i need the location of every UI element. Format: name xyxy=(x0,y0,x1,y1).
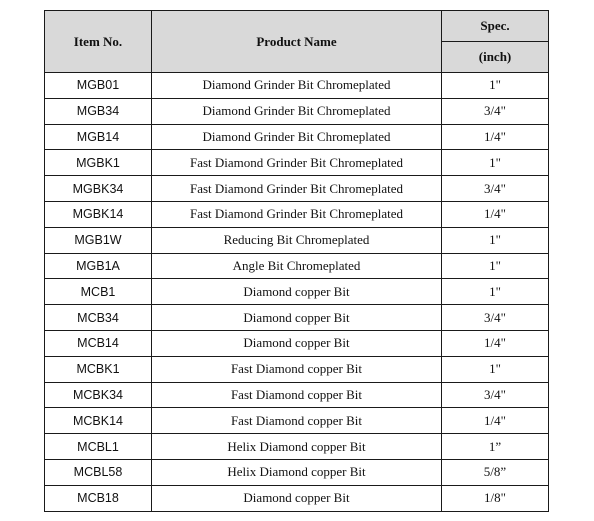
item-no-cell: MGBK14 xyxy=(45,201,152,227)
item-no-cell: MGBK34 xyxy=(45,176,152,202)
spec-cell: 3/4" xyxy=(442,305,549,331)
item-no-cell: MGB1A xyxy=(45,253,152,279)
item-no-cell: MCBK1 xyxy=(45,356,152,382)
item-no-cell: MGB1W xyxy=(45,227,152,253)
item-no-cell: MGB34 xyxy=(45,98,152,124)
table-row xyxy=(45,330,549,356)
table-row xyxy=(45,434,549,460)
item-no-cell: MCB14 xyxy=(45,330,152,356)
product-name-cell: Reducing Bit Chromeplated xyxy=(152,227,442,253)
product-name-cell: Fast Diamond copper Bit xyxy=(152,408,442,434)
table-header xyxy=(45,11,549,73)
product-name-cell: Helix Diamond copper Bit xyxy=(152,459,442,485)
table-body xyxy=(45,73,549,512)
spec-cell: 1" xyxy=(442,279,549,305)
item-no-cell: MCBK34 xyxy=(45,382,152,408)
table-row xyxy=(45,382,549,408)
spec-header: Spec. xyxy=(442,11,549,42)
product-name-cell: Diamond Grinder Bit Chromeplated xyxy=(152,98,442,124)
product-spec-sheet xyxy=(44,10,548,512)
product-name-cell: Diamond copper Bit xyxy=(152,330,442,356)
spec-cell: 1” xyxy=(442,434,549,460)
table-row xyxy=(45,253,549,279)
table-row xyxy=(45,408,549,434)
spec-cell: 3/4" xyxy=(442,382,549,408)
item-no-cell: MCBL1 xyxy=(45,434,152,460)
item-no-cell: MCB1 xyxy=(45,279,152,305)
product-name-cell: Diamond Grinder Bit Chromeplated xyxy=(152,73,442,99)
product-name-cell: Angle Bit Chromeplated xyxy=(152,253,442,279)
spec-cell: 1" xyxy=(442,227,549,253)
product-table xyxy=(44,10,549,512)
product-name-header: Product Name xyxy=(152,11,442,73)
product-name-cell: Helix Diamond copper Bit xyxy=(152,434,442,460)
item-no-cell: MGB14 xyxy=(45,124,152,150)
table-row xyxy=(45,485,549,511)
spec-cell: 3/4" xyxy=(442,98,549,124)
item-no-header: Item No. xyxy=(45,11,152,73)
product-name-cell: Fast Diamond copper Bit xyxy=(152,356,442,382)
spec-unit-header: (inch) xyxy=(442,42,549,73)
product-name-cell: Fast Diamond Grinder Bit Chromeplated xyxy=(152,150,442,176)
spec-cell: 5/8” xyxy=(442,459,549,485)
spec-cell: 3/4" xyxy=(442,176,549,202)
table-row xyxy=(45,305,549,331)
product-name-cell: Diamond copper Bit xyxy=(152,485,442,511)
item-no-cell: MGB01 xyxy=(45,73,152,99)
table-row xyxy=(45,201,549,227)
product-name-cell: Fast Diamond Grinder Bit Chromeplated xyxy=(152,201,442,227)
item-no-cell: MGBK1 xyxy=(45,150,152,176)
table-row xyxy=(45,227,549,253)
spec-cell: 1" xyxy=(442,150,549,176)
spec-cell: 1" xyxy=(442,253,549,279)
item-no-cell: MCBK14 xyxy=(45,408,152,434)
table-row xyxy=(45,98,549,124)
product-name-cell: Diamond copper Bit xyxy=(152,305,442,331)
table-row xyxy=(45,124,549,150)
item-no-cell: MCB18 xyxy=(45,485,152,511)
spec-cell: 1/4" xyxy=(442,330,549,356)
product-name-cell: Diamond copper Bit xyxy=(152,279,442,305)
spec-cell: 1" xyxy=(442,73,549,99)
spec-cell: 1/4" xyxy=(442,201,549,227)
spec-cell: 1" xyxy=(442,356,549,382)
table-row xyxy=(45,150,549,176)
item-no-cell: MCBL58 xyxy=(45,459,152,485)
spec-cell: 1/4" xyxy=(442,408,549,434)
product-name-cell: Fast Diamond Grinder Bit Chromeplated xyxy=(152,176,442,202)
table-row xyxy=(45,176,549,202)
table-row xyxy=(45,356,549,382)
spec-cell: 1/8" xyxy=(442,485,549,511)
table-row xyxy=(45,279,549,305)
product-name-cell: Diamond Grinder Bit Chromeplated xyxy=(152,124,442,150)
table-row xyxy=(45,73,549,99)
spec-cell: 1/4" xyxy=(442,124,549,150)
item-no-cell: MCB34 xyxy=(45,305,152,331)
product-name-cell: Fast Diamond copper Bit xyxy=(152,382,442,408)
table-row xyxy=(45,459,549,485)
